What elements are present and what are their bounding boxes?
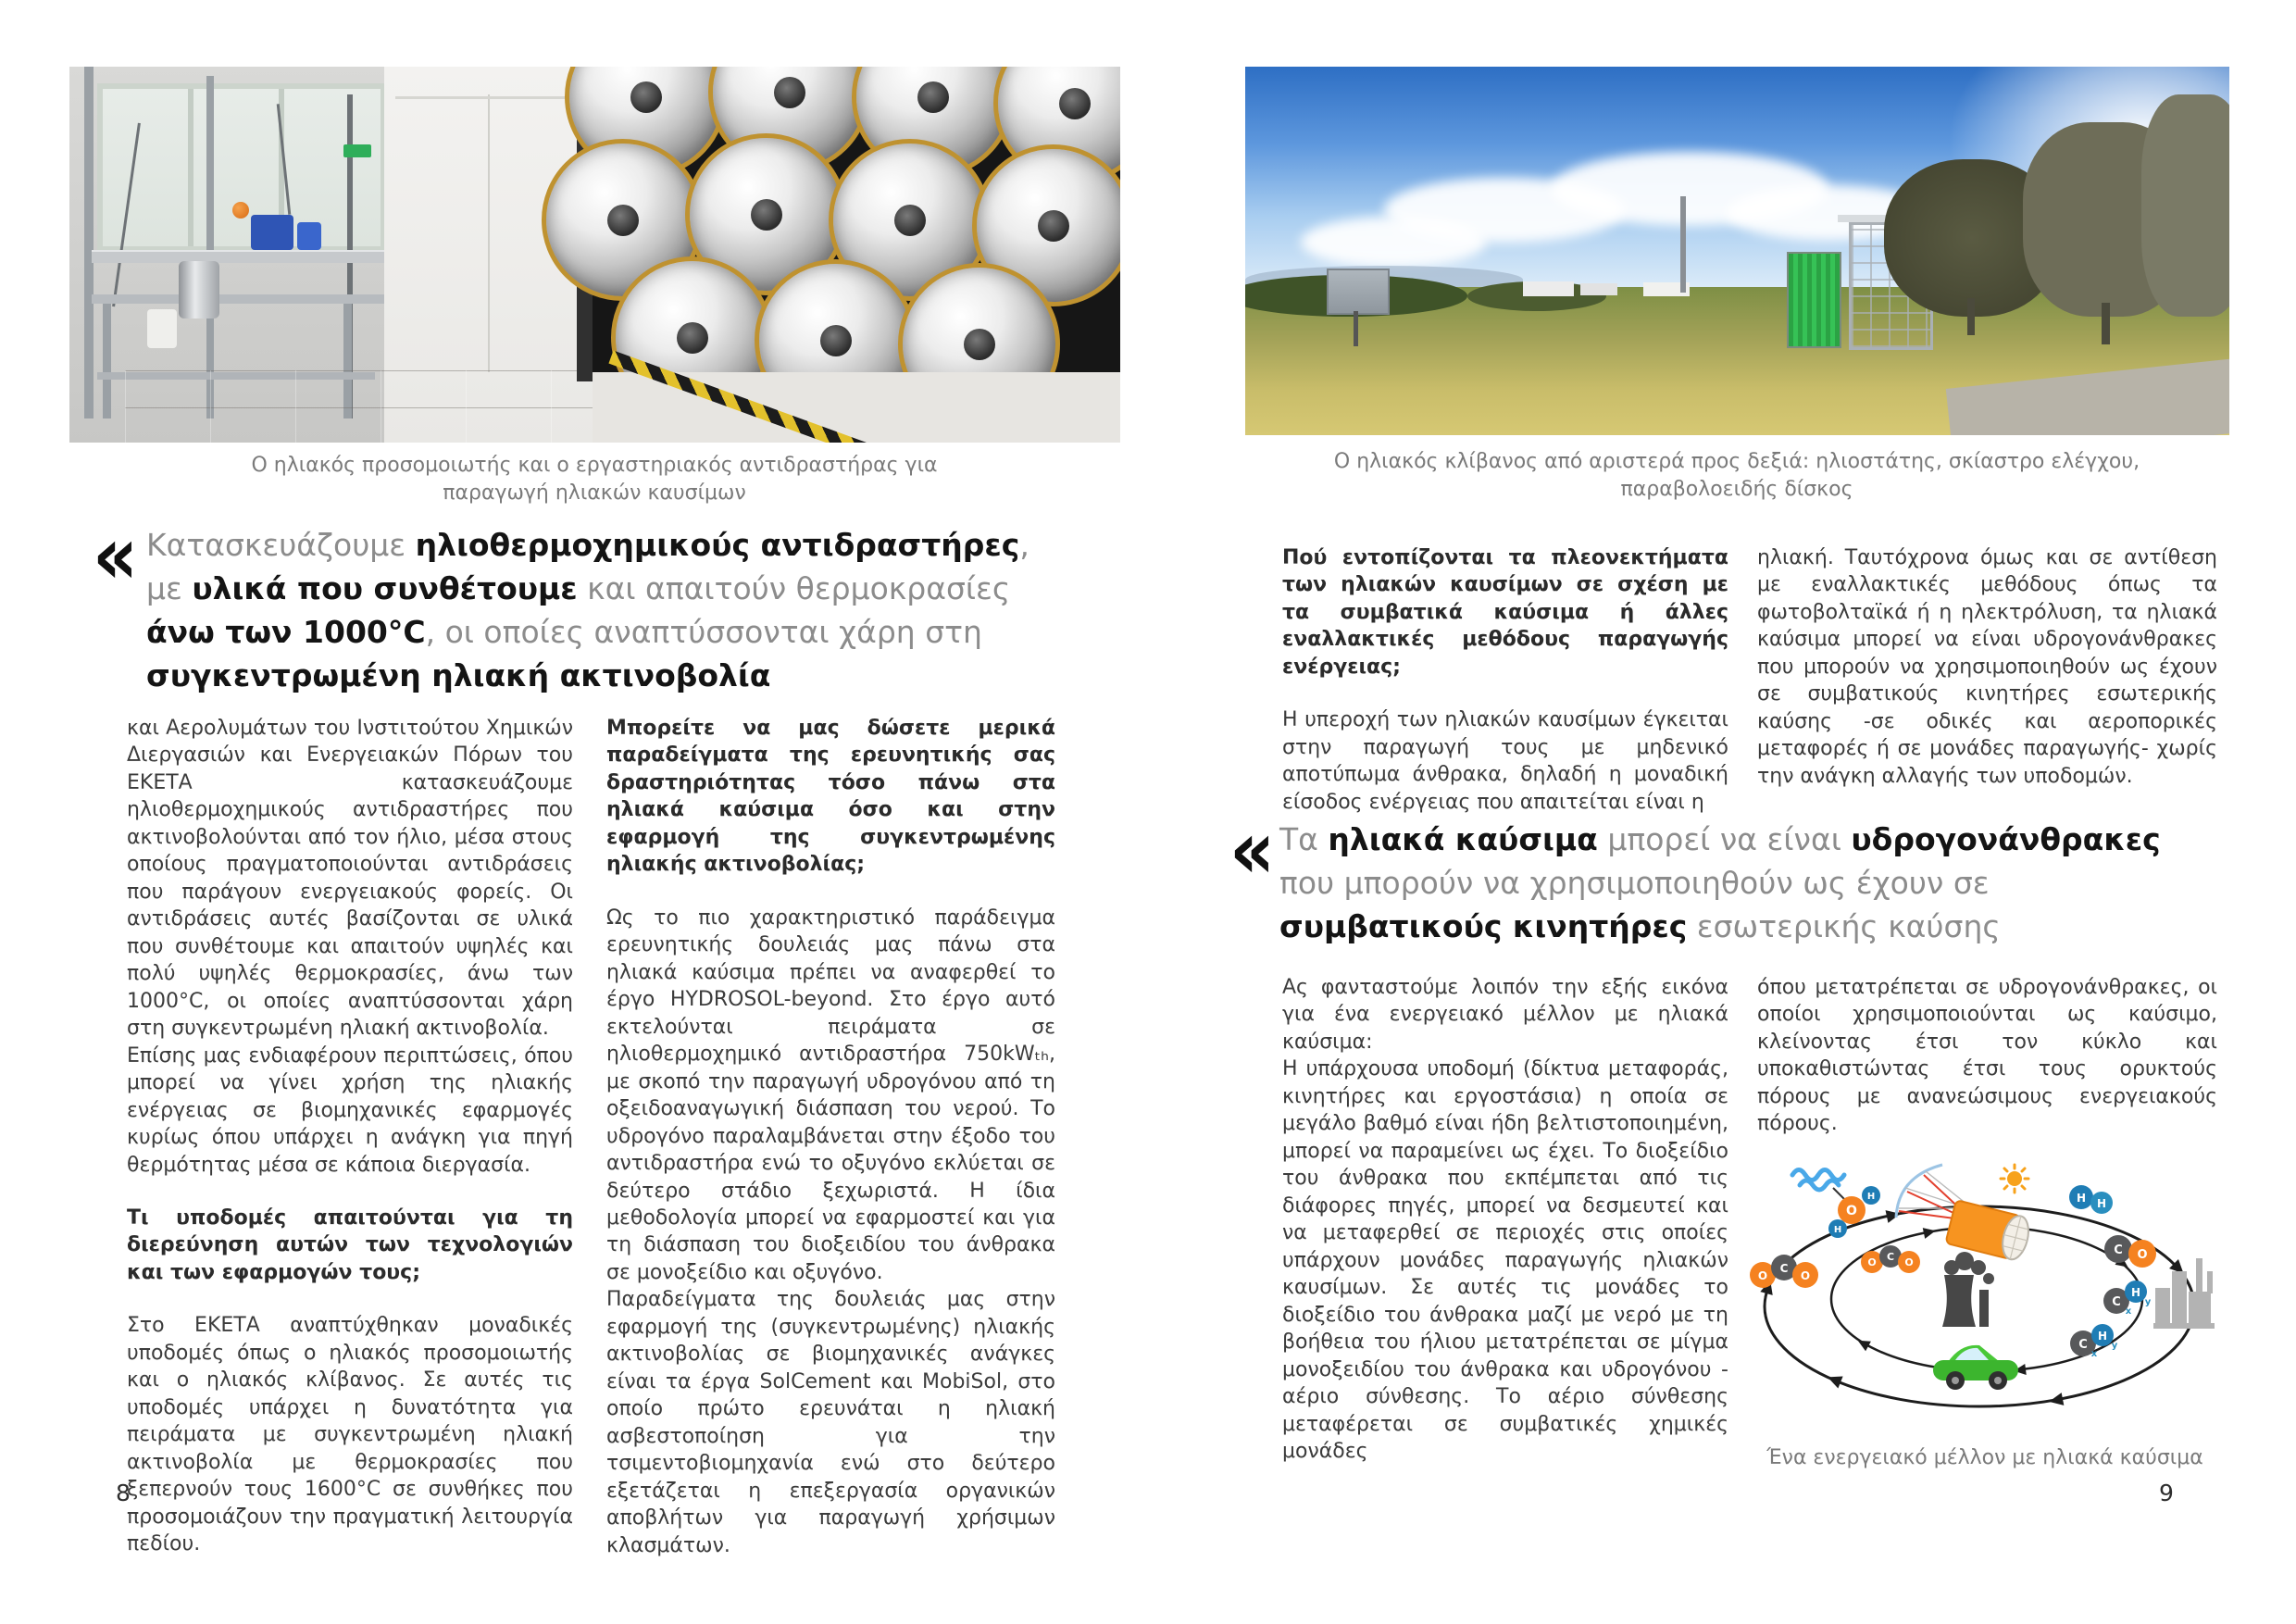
svg-text:H: H [2130,1286,2141,1299]
text-column [1282,544,1728,816]
text-column [1282,974,1728,1465]
building [1580,283,1617,295]
svg-text:C: C [1779,1262,1789,1275]
svg-text:H: H [2076,1192,2087,1205]
water-waves-icon [1792,1170,1844,1191]
cxhy-molecule [2103,1280,2152,1317]
page-number: 9 [2159,1480,2174,1506]
building [1523,281,1574,296]
svg-text:O: O [1904,1256,1914,1268]
svg-text:C: C [1886,1251,1895,1263]
solar-fuel-cycle-diagram [1748,1157,2222,1441]
text-column [127,715,573,1558]
tile-floor [125,370,606,443]
svg-text:O: O [1800,1269,1811,1282]
photo-solar-simulator-lab [69,67,1120,443]
text-column [606,715,1055,1559]
svg-text:y: y [2144,1297,2152,1307]
text-column [1757,544,2217,790]
paragraph: Ως το πιο χαρακτηριστικό παράδειγμα ερευνητικής δουλειάς μας πάνω στα ηλιακά καύσιμα πρέπει να αναφερθεί το έργο HYDROSOL-beyond. Στο έργο αυτό εκτελούνται πειράματα σε ηλιοθερμοχημικό αντιδραστήρα 750kWₜₕ, με σκοπό την παραγωγή υδρογόνου από τη οξειδοαναγωγική διάσπαση του νερού. Το υδρογόνο παραλαμβάνεται στην έξοδο του αντιδραστήρα ενώ το οξυγόνο εκλύεται σε δεύτερο στάδιο ξεχωριστά. Η ίδια μεθοδολογία μπορεί να εφαρμοστεί και για τη διάσπαση του διοξειδίου του άνθρακα σε μονοξείδιο και οξυγόνο. [606,906,1055,1284]
lab-window [97,83,386,252]
car-icon [1933,1345,2018,1390]
co2-molecule [1861,1245,1920,1273]
solar-simulator-mirror-array [593,67,1120,372]
paragraph: όπου μετατρέπεται σε υδρογονάνθρακες, οι οποίοι χρησιμοποιούνται ως καύσιμο, κλείνοντας έτσι τον κύκλο και υποκαθιστώντας έτσι τους ορυκτούς πόρους με ανανεώσιμους ενεργειακούς πόρους. [1757,976,2217,1136]
valve-unit [297,222,321,250]
paragraph: Ας φανταστούμε λοιπόν την εξής εικόνα για ένα ενεργειακό μέλλον με ηλιακά καύσιμα: [1282,976,1728,1054]
frame-post [84,67,94,418]
svg-text:H: H [2096,1197,2107,1210]
svg-text:C: C [2114,1243,2123,1257]
co-molecule [2104,1235,2156,1268]
heliostat [1327,269,1390,315]
factory-icon [2153,1258,2215,1329]
sun-icon [2001,1165,2028,1193]
paragraph: Η υπεροχή των ηλιακών καυσίμων έγκειται στην παραγωγή τους με μηδενικό αποτύπωμα άνθρακα, δηλαδή η μοναδική είσοδος ενέργειας που απαιτείται είναι η [1282,708,1728,814]
tree [2141,94,2229,317]
control-shade-pole [1680,196,1686,293]
svg-text:x: x [2090,1349,2098,1359]
paragraph: και Αερολυμάτων του Ινστιτούτου Χημικών Διεργασιών και Ενεργειακών Πόρων του ΕΚΕΤΑ κατασκευάζουμε ηλιοθερμοχημικούς αντιδραστήρες που ακτινοβολούνται από τον ήλιο, μέσα στους οποίους πραγματοποιούνται αντιδράσεις που παράγουν ενεργειακούς φορείς. Οι αντιδράσεις αυτές βασίζονται σε υλικά που συνθέτουμε και απαιτούν υψηλές και πολύ υψηλές θερμοκρασίες, άνω των 1000°C, οι οποίες αναπτύσσονται χάρη στη συγκεντρωμένη ηλιακή ακτινοβολία. [127,717,573,1041]
door-seam [488,94,490,372]
svg-text:O: O [1757,1269,1768,1282]
interview-question: Πού εντοπίζονται τα πλεονεκτήματα των ηλιακών καυσίμων σε σχέση με τα συμβατικά καύσιμα ή άλλες εναλλακτικές μεθόδους παραγωγής ενέργειας; [1282,546,1728,679]
reactor-vessel [179,261,219,319]
svg-text:H: H [1866,1192,1876,1202]
interview-question: Τι υποδομές απαιτούνται για τη διερεύνηση αυτών των τεχνολογιών και των εφαρμογών τους; [127,1206,573,1284]
diagram-caption: Ένα ενεργειακό μέλλον με ηλιακά καύσιμα [1766,1446,2203,1469]
svg-text:H: H [1833,1225,1842,1235]
svg-text:C: C [2078,1338,2088,1352]
bench-top [92,250,388,263]
bench-leg [103,304,111,418]
text-column [1757,974,2217,1138]
pull-quote: Κατασκευάζουμε ηλιοθερμοχημικούς αντιδραστήρες, με υλικά που συνθέτουμε και απαιτούν θερμοκρασίες άνω των 1000°C, οι οποίες αναπτύσσονται χάρη στη συγκεντρωμένη ηλιακή ακτινοβολία [146,527,1029,693]
co2-molecule [1750,1255,1818,1288]
paragraph: ηλιακή. Ταυτόχρονα όμως και σε αντίθεση με εναλλακτικές μεθόδους όπως τα φωτοβολταϊκά ή η ηλεκτρόλυση, τα ηλιακά καύσιμα μπορεί να είναι υδρογονάνθρακες που μπορούν να χρησιμοποιηθούν ως έχουν σε συμβατικούς κινητήρες εσωτερικής καύσης -σε οδικές και αεροπορικές μεταφορές ή σε μονάδες παραγωγής- χωρίς την ανάγκη αλλαγής των υποδομών. [1757,546,2217,788]
pull-quote: Τα ηλιακά καύσιμα μπορεί να είναι υδρογονάνθρακες που μπορούν να χρησιμοποιηθούν ως έχουν σε συμβατικούς κινητήρες εσωτερικής καύσης [1279,821,2161,944]
green-louver-wall [1787,252,1841,348]
paragraph: Παραδείγματα της δουλειάς μας στην εφαρμογή της (συγκεντρωμένης) ηλιακής ακτινοβολίας σε βιομηχανικές ανάγκες είναι τα έργα SolCement και MobiSol, στο οποίο πρώτο ερευνάται η ηλιακή ασβεστοποίηση για την τσιμεντοβιομηχανία ενώ στο δεύτερο εξετάζεται η επεξεργασία οργανικών αποβλήτων για παραγωγή χρήσιμων κλασμάτων. [606,1288,1055,1557]
svg-text:H: H [2097,1330,2108,1343]
h2o-molecule [1828,1186,1880,1238]
door-frame [395,96,580,99]
connector [1833,1188,1844,1199]
paragraph: Στο ΕΚΕΤΑ αναπτύχθηκαν μοναδικές υποδομές όπως ο ηλιακός προσομοιωτής και ο ηλιακός κλίβανος. Σε αυτές τις υποδομές υπάρχει η δυνατότητα για πειράματα με συγκεντρωμένη ηλιακή ακτινοβολία με θερμοκρασίες που ξεπερνούν τους 1600°C σε συνθήκες που προσομοιάζουν την πραγματική λειτουργία πεδίου. [127,1314,573,1556]
cxhy-molecule [2070,1324,2118,1359]
photo-solar-furnace-panorama [1245,67,2229,435]
pump-unit [251,215,293,250]
svg-text:x: x [2125,1306,2132,1317]
photo-caption: Ο ηλιακός κλίβανος από αριστερά προς δεξιά: ηλιοστάτης, σκίαστρο ελέγχου, παραβολοειδής δίσκος [1333,450,2140,501]
cloud [1301,217,1486,268]
page-number: 8 [116,1480,131,1506]
tree-trunk [2102,303,2110,344]
svg-text:O: O [2137,1248,2148,1262]
quote-mark-icon: « [1229,802,1276,897]
heliostat-pole [1354,311,1358,346]
h2-molecule [2069,1185,2113,1214]
svg-text:y: y [2111,1341,2118,1351]
svg-text:O: O [1846,1204,1857,1218]
interview-question: Μπορείτε να μας δώσετε μερικά παραδείγματα της ερευνητικής σας δραστηριότητας τόσο πάνω στα ηλιακά καύσιμα όσο και στην εφαρμογή της συγκεντρωμένης ηλιακής ακτινοβολίας; [606,717,1055,877]
valve-knob [232,202,249,219]
photo-caption: Ο ηλιακός προσομοιωτής και ο εργαστηριακός αντιδραστήρας για παραγωγή ηλιακών καυσίμων [251,454,938,505]
cycle-illustration [1748,1157,2222,1441]
svg-text:O: O [1867,1256,1877,1268]
quote-mark-icon: « [93,507,139,603]
bench-rail [92,294,388,304]
paragraph: Η υπάρχουσα υποδομή (δίκτυα μεταφοράς, κινητήρες και εργοστάσια) η οποία σε μεγάλο βαθμό είναι ήδη βελτιστοποιημένη, μπορεί να παραμείνει ως έχει. Το διοξείδιο του άνθρακα που εκπέμπεται από τις διάφορες πηγές, μπορεί να δεσμευτεί και να μεταφερθεί σε περιοχές στις οποίες υπάρχουν μονάδες παραγωγής ηλιακών καυσίμων. Σε αυτές τις μονάδες το διοξείδιο του άνθρακα μαζί με νερό με τη βοήθεια του ήλιου μετατρέπεται σε μίγμα μονοξειδίου του άνθρακα και υδρογόνου - αέριο σύνθεσης. Το αέριο σύνθεσης μεταφέρεται σε συμβατικές χημικές μονάδες [1282,1057,1728,1463]
svg-text:C: C [2112,1295,2121,1309]
tree-trunk [1967,298,1975,335]
exit-sign [343,144,371,157]
canister [147,309,177,348]
frame-post [206,76,214,418]
paragraph: Επίσης μας ενδιαφέρουν περιπτώσεις, όπου μπορεί να γίνει χρήση της ηλιακής ενέργειας σε βιομηχανικές εφαρμογές κυρίως όπου υπάρχει η ανάγκη για πηγή θερμότητας μέσα σε κάποια διεργασία. [127,1043,573,1177]
power-plant-icon [1942,1252,1994,1327]
